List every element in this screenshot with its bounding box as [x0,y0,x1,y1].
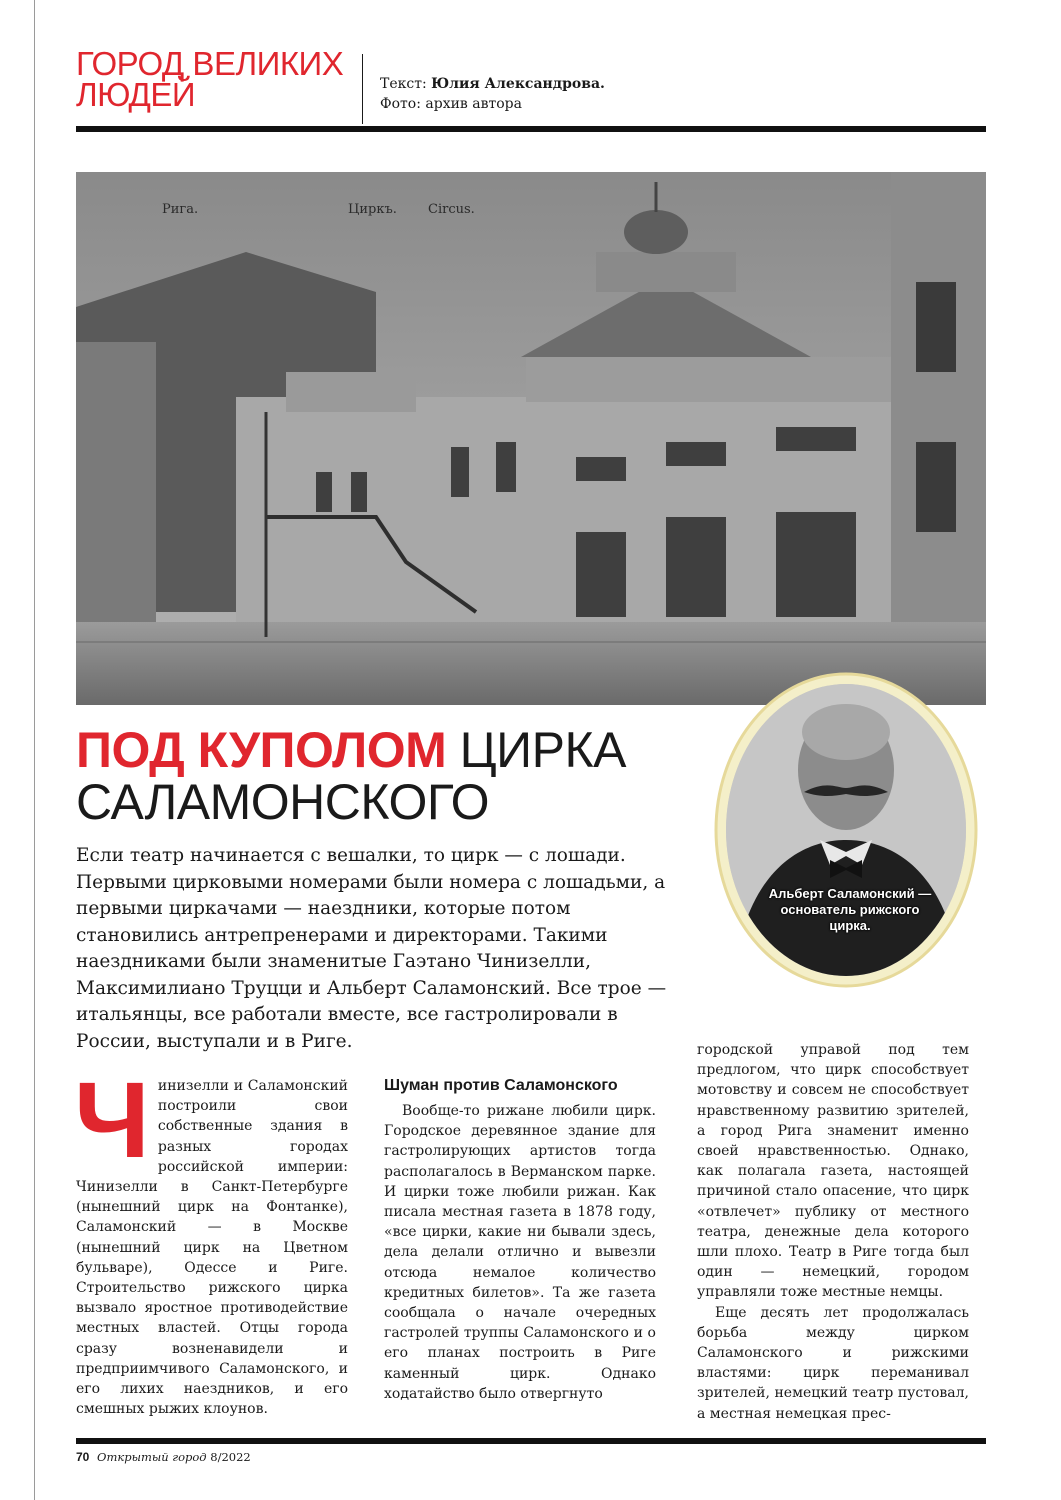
article-column-2 [384,1076,656,1404]
lead-paragraph: Если театр начинается с вешалки, то цирк — с лошади. Первыми цирковыми номерами были номера с лошадьми, а первыми циркачами — наездники, которые потом становились антрепренерами и директорами. Такими наездниками были знаменитые Гаэтано Чинизелли, Максимилиано Труцци и Альберт Саламонский. Все трое — итальянцы, все работали вместе, все гастролировали в России, выступали и в Риге. [76,845,667,1052]
column-1-text: инизелли и Саламонский построили свои собственные здания в разных городах российской империи: Чинизелли в Санкт-Петербурге (нынешний цирк на Фонтанке), Саламонский — в Москве (нынешний цирк на Цветном бульваре), Одессе и Риге. Строительство рижского цирка вызвало яростное противодействие местных властей. Отцы города сразу возненавидели и предприимчивого Саламонского, и его лихих наездников, и его смешных рыжих клоунов. [76,1078,348,1418]
photo-caption-circus-ru: Циркъ. [348,202,397,217]
portrait-illustration [712,670,980,990]
article-column-3 [697,1040,969,1424]
text-label: Текст: [380,76,432,92]
section-rubric [76,45,356,113]
top-rule [76,126,986,132]
page-number: 70 [76,1450,90,1464]
issue-number: 8/2022 [210,1450,251,1464]
author-name: Юлия Александрова. [431,76,605,92]
salamonsky-portrait [712,670,980,990]
headline-accent: ПОД КУПОЛОМ [76,722,447,778]
column-2-text: Вообще-то рижане любили цирк. Городское деревянное здание для гастролирующих артистов тогда располагалось в Верманском парке. И цирки тоже любили рижан. Как писала местная газета в 1878 году, «все цирки, какие ни бывали здесь, дела делали отлично и вывезли отсюда немалое количество кредитных билетов». Та же газета сообщала о начале очередных гастролей труппы Саламонского и о его планах построить в Риге каменный цирк. Однако ходатайство было отвергнуто [384,1103,656,1402]
page-margin-rule [34,0,35,1500]
rubric-line-1: ГОРОД ВЕЛИКИХ [76,45,344,82]
column-3-text-1: городской управой под тем предлогом, что цирк способствует мотовству и совсем не способствует нравственному развитию зрителей, а город Рига знаменит именно своей нравственностью. Однако, как полагала газета, настоящей причиной стало опасение, что цирк «отвлечет» публику от местного театра, денежные дела которого шли плохо. Театр в Риге тогда был один — немецкий, городом управляли тоже местные немцы. [697,1042,969,1301]
circus-building-illustration [76,172,986,705]
headline-line-1 [76,724,626,776]
credits [380,74,605,114]
photo-credit: Фото: архив автора [380,96,522,112]
circus-building-photo [76,172,986,705]
dropcap: Ч [74,1059,150,1180]
headline [76,724,626,828]
header-divider [362,54,363,124]
magazine-name: Открытый город [97,1450,207,1464]
author-credit [380,74,605,94]
rubric-line-2: ЛЮДЕЙ [76,76,196,113]
headline-rest: ЦИРКА [459,722,626,778]
photo-caption-city: Рига. [162,202,199,217]
photo-caption-circus-en: Circus. [428,202,475,217]
article-column-1 [74,1059,348,1419]
headline-line-2: САЛАМОНСКОГО [76,774,489,830]
column-3-text-2: Еще десять лет продолжалась борьба между цирком Саламонского и рижскими властями: цирк переманивал зрителей, немецкий театр пустовал, а местная немецкая прес- [697,1304,969,1422]
bottom-rule [76,1438,986,1444]
portrait-caption: Альберт Саламонский — основатель рижского цирка. [768,886,932,933]
subheading: Шуман против Саламонского [384,1077,618,1094]
footer [76,1450,251,1464]
